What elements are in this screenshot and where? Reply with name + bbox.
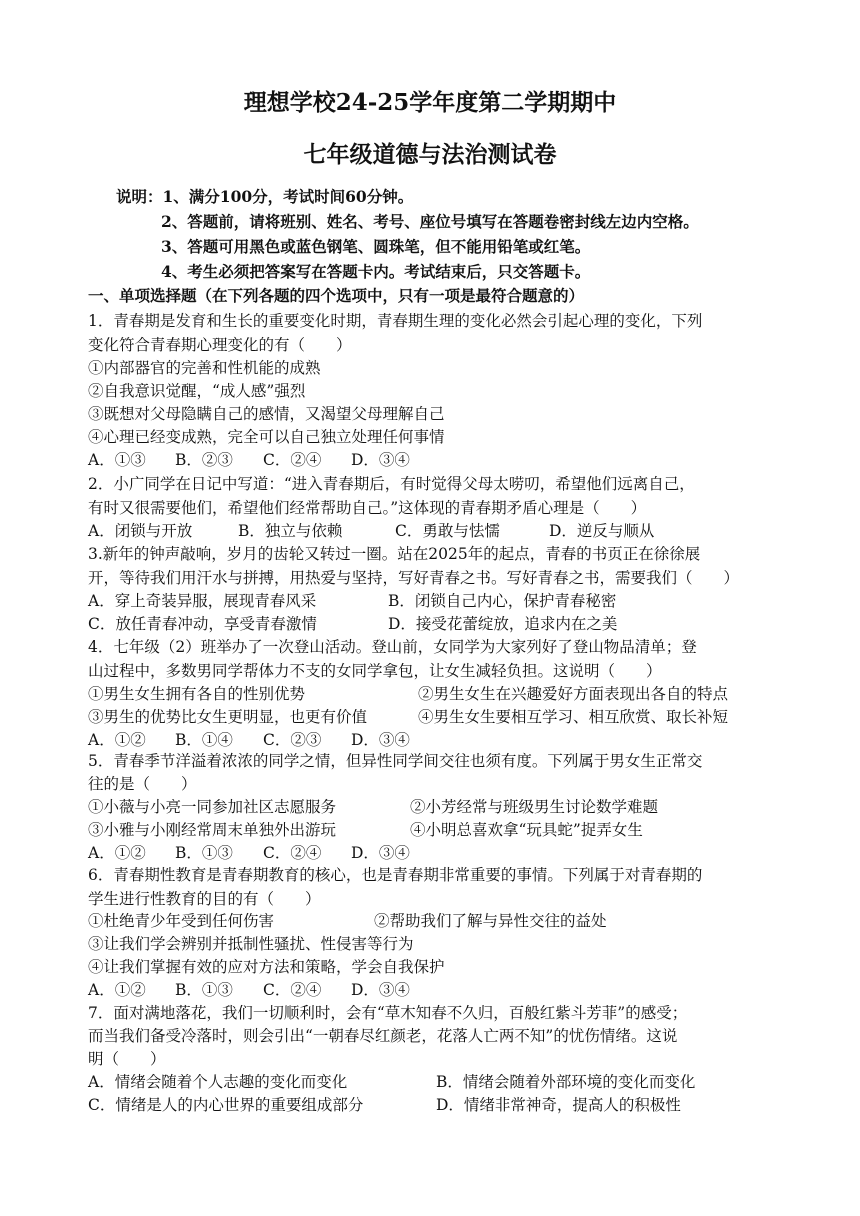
q6-item: ③让我们学会辨别并抵制性骚扰、性侵害等行为 <box>88 935 414 953</box>
q1-item: ②自我意识觉醒，“成人感”强烈 <box>88 382 306 400</box>
q1-item: ④心理已经变成熟，完全可以自己独立处理任何事情 <box>88 428 445 446</box>
q7-option-a[interactable]: A．情绪会随着个人志趣的变化而变化 <box>88 1073 348 1091</box>
q5-option-c[interactable]: C．②④ <box>263 844 322 862</box>
q5-options <box>88 842 410 864</box>
q4-item: ④男生女生要相互学习、相互欣赏、取长补短 <box>418 708 729 726</box>
q2-options <box>88 520 654 542</box>
q2-option-a[interactable]: A．闭锁与开放 <box>88 522 193 540</box>
q5-stem-line2: 往的是（ ） <box>88 775 197 793</box>
q2-stem-line1: 2．小广同学在日记中写道：“进入青春期后，有时觉得父母太唠叨，希望他们远离自己， <box>88 475 695 493</box>
q5-option-b[interactable]: B．①③ <box>175 844 233 862</box>
note-4: 4、考生必须把答案写在答题卡内。考试结束后，只交答题卡。 <box>161 262 591 281</box>
q6-stem-line2: 学生进行性教育的目的有（ ） <box>88 890 321 908</box>
note-1: 说明：1、满分100分，考试时间60分钟。 <box>116 187 414 206</box>
q3-option-c[interactable]: C．放任青春冲动，享受青春激情 <box>88 615 317 633</box>
q1-option-d[interactable]: D．③④ <box>351 451 410 469</box>
q7-option-d[interactable]: D．情绪非常神奇，提高人的积极性 <box>436 1096 681 1114</box>
q2-stem-line2: 有时又很需要他们，希望他们经常帮助自己。”这体现的青春期矛盾心理是（ ） <box>88 499 647 517</box>
q3-option-b[interactable]: B．闭锁自己内心，保护青春秘密 <box>388 592 617 610</box>
q5-stem-line1: 5．青春季节洋溢着浓浓的同学之情，但异性同学间交往也须有度。下列属于男女生正常交 <box>88 752 703 770</box>
q2-option-c[interactable]: C．勇敢与怯懦 <box>395 522 500 540</box>
q4-options <box>88 729 410 751</box>
q6-stem-line1: 6．青春期性教育是青春期教育的核心，也是青春期非常重要的事情。下列属于对青春期的 <box>88 866 703 884</box>
q1-options <box>88 449 410 471</box>
q4-stem-line1: 4．七年级（2）班举办了一次登山活动。登山前，女同学为大家列好了登山物品清单；登 <box>88 638 697 656</box>
q6-option-c[interactable]: C．②④ <box>263 981 322 999</box>
q2-option-b[interactable]: B．独立与依赖 <box>238 522 343 540</box>
q7-option-c[interactable]: C．情绪是人的内心世界的重要组成部分 <box>88 1096 364 1114</box>
q4-option-d[interactable]: D．③④ <box>351 731 410 749</box>
q4-stem-line2: 山过程中，多数男同学帮体力不支的女同学拿包，让女生减轻负担。这说明（ ） <box>88 662 662 680</box>
q6-item: ④让我们掌握有效的应对方法和策略，学会自我保护 <box>88 958 445 976</box>
q4-item: ①男生女生拥有各自的性别优势 <box>88 685 306 703</box>
q5-item: ①小薇与小亮一同参加社区志愿服务 <box>88 798 337 816</box>
q6-option-a[interactable]: A．①② <box>88 981 146 999</box>
q5-item: ③小雅与小刚经常周末单独外出游玩 <box>88 821 337 839</box>
q4-option-b[interactable]: B．①④ <box>175 731 233 749</box>
q4-option-a[interactable]: A．①② <box>88 731 146 749</box>
q5-item: ②小芳经常与班级男生讨论数学难题 <box>410 798 659 816</box>
q7-option-b[interactable]: B．情绪会随着外部环境的变化而变化 <box>436 1073 696 1091</box>
q7-stem-line3: 明（ ） <box>88 1050 166 1068</box>
q4-item: ②男生女生在兴趣爱好方面表现出各自的特点 <box>418 685 729 703</box>
q6-item: ①杜绝青少年受到任何伤害 <box>88 912 275 930</box>
q1-option-c[interactable]: C．②④ <box>263 451 322 469</box>
q4-option-c[interactable]: C．②③ <box>263 731 322 749</box>
q1-item: ③既想对父母隐瞒自己的感情，又渴望父母理解自己 <box>88 405 445 423</box>
q1-stem-line1: 1．青春期是发育和生长的重要变化时期，青春期生理的变化必然会引起心理的变化，下列 <box>88 312 703 330</box>
q3-option-d[interactable]: D．接受花蕾绽放，追求内在之美 <box>388 615 618 633</box>
q4-item: ③男生的优势比女生更明显，也更有价值 <box>88 708 368 726</box>
q5-option-d[interactable]: D．③④ <box>351 844 410 862</box>
q6-options <box>88 979 410 1001</box>
exam-title: 理想学校24-25学年度第二学期期中 <box>243 89 617 116</box>
q3-stem-line2: 开，等待我们用汗水与拼搏，用热爱与坚持，写好青春之书。写好青春之书，需要我们（ ） <box>88 569 740 587</box>
section-heading: 一、单项选择题（在下列各题的四个选项中，只有一项是最符合题意的） <box>88 286 585 305</box>
note-2: 2、答题前，请将班别、姓名、考号、座位号填写在答题卷密封线左边内空格。 <box>161 212 699 231</box>
q6-option-d[interactable]: D．③④ <box>351 981 410 999</box>
q5-option-a[interactable]: A．①② <box>88 844 146 862</box>
note-3: 3、答题可用黑色或蓝色钢笔、圆珠笔，但不能用铅笔或红笔。 <box>161 237 591 256</box>
q3-stem-line1: 3.新年的钟声敲响，岁月的齿轮又转过一圈。站在2025年的起点，青春的书页正在徐徐展 <box>88 545 701 563</box>
q3-option-a[interactable]: A．穿上奇装异服，展现青春风采 <box>88 592 317 610</box>
q1-option-a[interactable]: A．①③ <box>88 451 146 469</box>
q1-option-b[interactable]: B．②③ <box>175 451 233 469</box>
q6-option-b[interactable]: B．①③ <box>175 981 233 999</box>
q7-stem-line2: 而当我们备受冷落时，则会引出“一朝春尽红颜老，花落人亡两不知”的忧伤情绪。这说 <box>88 1027 678 1045</box>
q7-stem-line1: 7．面对满地落花，我们一切顺利时，会有“草木知春不久归，百般红紫斗芳菲”的感受； <box>88 1004 688 1022</box>
q5-item: ④小明总喜欢拿“玩具蛇”捉弄女生 <box>410 821 643 839</box>
q6-item: ②帮助我们了解与异性交往的益处 <box>374 912 607 930</box>
q1-item: ①内部器官的完善和性机能的成熟 <box>88 359 321 377</box>
q1-stem-line2: 变化符合青春期心理变化的有（ ） <box>88 336 352 354</box>
exam-subtitle: 七年级道德与法治测试卷 <box>303 141 557 168</box>
q2-option-d[interactable]: D．逆反与顺从 <box>549 522 655 540</box>
